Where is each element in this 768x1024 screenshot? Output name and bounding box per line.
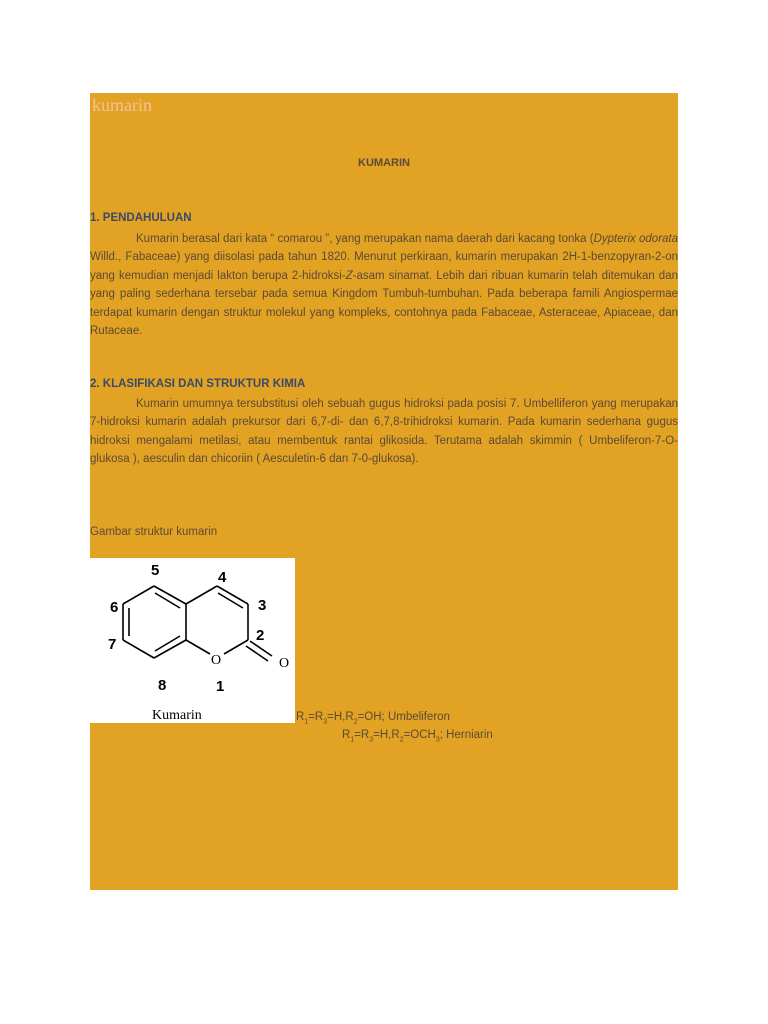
position-2: 2 <box>256 627 265 644</box>
ring-oxygen: O <box>211 653 222 668</box>
coumarin-structure-figure <box>90 558 295 723</box>
r-group-line-umbeliferon: $R_1=R_3=H,R_2=OH$; Umbeliferon <box>296 711 450 726</box>
figure-label: Kumarin <box>152 708 202 723</box>
position-1: 1 <box>216 678 225 695</box>
post-title[interactable]: kumarin <box>92 95 152 115</box>
document-heading: KUMARIN <box>358 157 410 169</box>
paragraph-pendahuluan: Kumarin berasal dari kata “ comarou ”, yang merupakan nama daerah dari kacang tonka (Dypterix odorata Willd., Fabaceae) yang diisolasi pada tahun 1820. Menurut perkiraan, kumarin merupakan 2H-1-benzopyran-2-on yang kemudian menjadi lakton berupa 2-hidroksi-Z-asam sinamat. Lebih dari ribuan kumarin telah ditemukan dan yang paling sederhana tersebar pada semua Kingdom Tumbuh-tumbuhan. Pada beberapa famili Angiospermae terdapat kumarin dengan struktur molekul yang kompleks, contohnya pada Fabaceae, Asteraceae, Apiaceae, dan Rutaceae. <box>90 233 679 338</box>
position-4: 4 <box>218 569 227 586</box>
coumarin-structure-drawing <box>90 558 295 723</box>
r-group-line-herniarin: $R_1=R_3=H,R_2=OCH_3$; Herniarin <box>342 729 493 744</box>
position-7: 7 <box>108 636 117 653</box>
carbonyl-oxygen: O <box>279 656 290 671</box>
post-panel <box>90 93 678 890</box>
paragraph-klasifikasi: Kumarin umumnya tersubstitusi oleh sebuah gugus hidroksi pada posisi 7. Umbelliferon yang merupakan 7-hidroksi kumarin adalah prekursor dari 6,7-di- dan 6,7,8-trihidroksi kumarin. Pada kumarin sederhana gugus hidroksi mengalami metilasi, atau membentuk rantai glikosida. Terutama adalah skimmin ( Umbeliferon-7-O-glukosa ), aesculin dan chicoriin ( Aesculetin-6 dan 7-0-glukosa). <box>90 398 678 466</box>
position-5: 5 <box>151 562 160 579</box>
figure-caption: Gambar struktur kumarin <box>90 526 218 538</box>
section-heading-pendahuluan: 1. PENDAHULUAN <box>90 212 192 224</box>
position-3: 3 <box>258 597 267 614</box>
position-8: 8 <box>158 677 167 694</box>
section-heading-klasifikasi: 2. KLASIFIKASI DAN STRUKTUR KIMIA <box>90 378 306 390</box>
position-6: 6 <box>110 599 119 616</box>
